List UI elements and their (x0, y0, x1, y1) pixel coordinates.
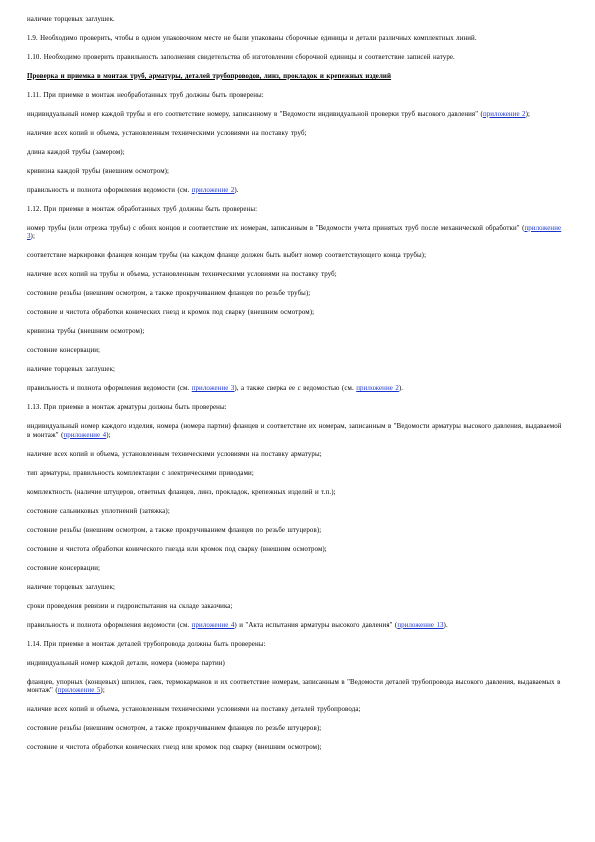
paragraph-text: кривизна трубы (внешним осмотром); (27, 328, 145, 336)
paragraph-text: ). (443, 621, 448, 629)
paragraph-text: состояние и чистота обработки конических гнезд или кромок под сварку (внешним осмотром); (27, 744, 322, 752)
paragraph (27, 168, 563, 177)
paragraph (27, 309, 563, 318)
paragraph (27, 546, 563, 555)
paragraph-text: индивидуальный номер каждого изделия, номера (номера партии) фланцев и соответствие их номерам, записанным в "Ведомости арматуры высокого давления, выдаваемой в монтаж" ( (27, 423, 562, 439)
paragraph-text: правильность и полнота оформления ведомости (см. (27, 621, 192, 629)
paragraph-text: фланцев, упорных (концевых) шпилек, гаек, термокарманов и их соответствие номерам, записанным в "Ведомости деталей трубопровода высокого давления, выдаваемых в монтаж" ( (27, 678, 561, 695)
paragraph-text: индивидуальный номер каждой детали, номера (номера партии) (27, 659, 225, 667)
appendix-link[interactable]: приложение 4 (191, 621, 235, 629)
paragraph-text: ); (525, 110, 531, 118)
paragraph-text: наличие всех копий и объема, установленным техническими условиями на поставку труб; (27, 129, 307, 137)
section-heading (27, 73, 563, 82)
paragraph (27, 347, 563, 356)
paragraph-text: 1.12. При приемке в монтаж обработанных труб должны быть проверены: (27, 205, 258, 213)
paragraph (27, 271, 563, 280)
paragraph-text: состояние и чистота обработки конического гнезда или кромок под сварку (внешним осмотром); (27, 545, 327, 553)
paragraph (27, 451, 563, 460)
appendix-link[interactable]: приложение 3 (191, 385, 235, 393)
paragraph (27, 744, 563, 753)
paragraph (27, 385, 563, 394)
paragraph-text: ) и "Акта испытания арматуры высокого давления" ( (234, 621, 398, 629)
paragraph (27, 366, 563, 375)
paragraph (27, 404, 563, 413)
paragraph-text: сроки проведения ревизии и гидроиспытания на складе заказчика; (27, 602, 233, 610)
paragraph (27, 622, 563, 631)
paragraph-text: кривизна каждой трубы (внешним осмотром); (27, 167, 170, 175)
appendix-link[interactable]: приложение 2 (482, 110, 526, 118)
paragraph-text: состояние резьбы (внешним осмотром, а также прокручиванием фланцев по резьбе штуцеров); (27, 725, 322, 733)
paragraph-text: наличие всех копий и объема, установленным техническими условиями на поставку деталей трубопровода; (27, 706, 361, 714)
paragraph (27, 206, 563, 215)
paragraph (27, 508, 563, 517)
paragraph-text: ). (398, 385, 404, 393)
appendix-link[interactable]: приложение 5 (57, 687, 101, 695)
appendix-link[interactable]: приложение 13 (397, 621, 444, 629)
paragraph-text: 1.13. При приемке в монтаж арматуры должны быть проверены: (27, 404, 227, 412)
paragraph-text: наличие всех копий и объема, установленным техническими условиями на поставку арматуры; (27, 450, 322, 458)
paragraph (27, 252, 563, 261)
appendix-link[interactable]: приложение 3 (27, 224, 562, 241)
paragraph-text: наличие торцевых заглушек; (27, 583, 116, 591)
paragraph-text: ); (100, 687, 105, 695)
paragraph (27, 725, 563, 734)
paragraph-text: наличие торцевых заглушек; (27, 366, 116, 374)
paragraph-text: 1.14. При приемке в монтаж деталей трубопровода должны быть проверены: (27, 640, 266, 648)
paragraph (27, 54, 563, 63)
paragraph (27, 35, 563, 44)
appendix-link[interactable]: приложение 4 (63, 431, 107, 439)
paragraph (27, 660, 563, 669)
paragraph (27, 111, 563, 120)
paragraph-text: 1.11. При приемке в монтаж необработанных труб должны быть проверены: (27, 91, 264, 99)
appendix-link[interactable]: приложение 2 (191, 186, 235, 194)
paragraph-text: Проверка и приемка в монтаж труб, арматуры, деталей трубопроводов, линз, прокладок и крепежных изделий (27, 72, 392, 80)
paragraph (27, 149, 563, 158)
paragraph (27, 679, 563, 696)
paragraph-text: соответствие маркировки фланцев концам трубы (на каждом фланце должен быть выбит номер соответствующего конца трубы); (27, 252, 427, 260)
paragraph-text: 1.10. Необходимо проверить правильность заполнения свидетельства об изготовлении сборочной единицы и соответствие записей натуре. (27, 53, 455, 61)
paragraph (27, 328, 563, 337)
paragraph-text: длина каждой трубы (замером); (27, 148, 125, 156)
paragraph (27, 16, 563, 25)
paragraph (27, 584, 563, 593)
paragraph-text: правильность и полнота оформления ведомости (см. (27, 186, 192, 194)
paragraph (27, 423, 563, 440)
paragraph-text: 1.9. Необходимо проверить, чтобы в одном упаковочном месте не были упакованы сборочные единицы и детали различных комплектных линий. (27, 34, 477, 42)
paragraph (27, 489, 563, 498)
paragraph (27, 187, 563, 196)
paragraph-text: состояние консервации; (27, 564, 101, 572)
paragraph-text: состояние резьбы (внешним осмотром, а также прокручиванием фланцев по резьбе трубы); (27, 290, 311, 298)
paragraph (27, 130, 563, 139)
paragraph-text: комплектность (наличие штуцеров, ответных фланцев, линз, прокладок, крепежных изделий и т.п.); (27, 488, 336, 496)
paragraph (27, 527, 563, 536)
appendix-link[interactable]: приложение 2 (356, 385, 399, 393)
paragraph-text: состояние консервации; (27, 347, 101, 355)
paragraph-text: правильность и полнота оформления ведомости (см. (27, 385, 192, 393)
paragraph-text: состояние резьбы (внешним осмотром, а также прокручиванием фланцев по резьбе штуцеров); (27, 526, 322, 534)
paragraph-text: ); (106, 431, 111, 439)
paragraph (27, 92, 563, 101)
paragraph-text: номер трубы (или отрезка трубы) с обоих концов и соответствие их номерам, записанным в "Ведомости учета принятых труб после механической обработки" ( (27, 224, 525, 232)
paragraph (27, 565, 563, 574)
paragraph (27, 470, 563, 479)
paragraph (27, 290, 563, 299)
paragraph (27, 641, 563, 650)
paragraph-text: наличие торцевых заглушек. (27, 16, 115, 23)
paragraph-text: индивидуальный номер каждой трубы и его соответствие номеру, записанному в "Ведомости индивидуальной проверки труб высокого давления" ( (27, 110, 483, 118)
paragraph-text: состояние сальниковых уплотнений (затяжка); (27, 507, 170, 515)
paragraph (27, 603, 563, 612)
paragraph-text: состояние и чистота обработки конических гнезд и кромок под сварку (внешним осмотром); (27, 309, 315, 317)
paragraph (27, 706, 563, 715)
paragraph-text: ). (234, 186, 239, 194)
paragraph-text: ), а также сверка ее с ведомостью (см. (234, 385, 357, 393)
paragraph-text: тип арматуры, правильность комплектации с электрическими приводами; (27, 469, 254, 477)
paragraph-text: ); (30, 233, 35, 241)
paragraph (27, 225, 563, 242)
paragraph-text: наличие всех копий на трубы и объема, установленным техническими условиями на поставку труб; (27, 271, 337, 279)
